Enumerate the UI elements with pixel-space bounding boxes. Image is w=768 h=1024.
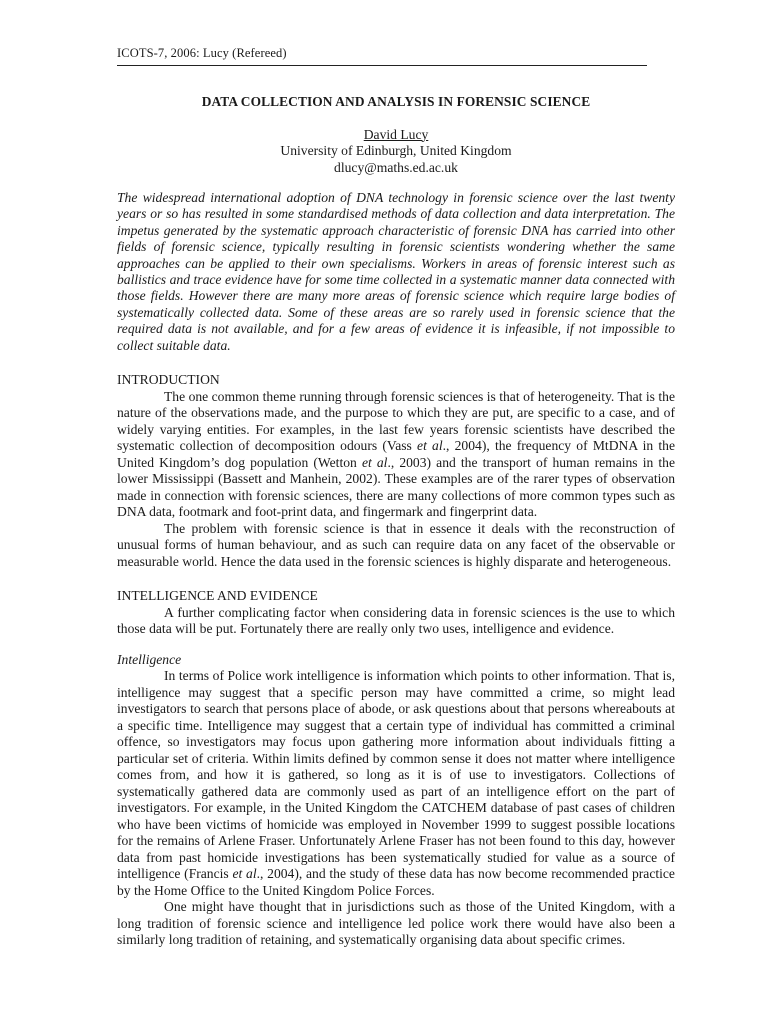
- intelligence-evidence-paragraph: A further complicating factor when considering data in forensic sciences is the use to which those data will be put. Fortunately there are really only two uses, intelligence and evidence.: [117, 604, 675, 637]
- abstract: The widespread international adoption of DNA technology in forensic science over the last twenty years or so has resulted in some standardised methods of data collection and data interpretation. The impetus generated by the systematic approach characteristic of forensic DNA has carried into other fields of forensic science, typically resulting in forensic scientists wondering whether the same approaches can be applied to their own specialisms. Workers in areas of forensic interest such as ballistics and trace evidence have for some time collected in a systematic manner data connected with those fields. However there are many more areas of forensic science which require large bodies of systematically collected data. Some of these areas are so rarely used in forensic science that the required data is not available, and for a few areas of evidence it is infeasible, if not impossible to collect suitable data.: [117, 190, 675, 353]
- author-block: [117, 127, 675, 177]
- author-affiliation: University of Edinburgh, United Kingdom: [280, 143, 512, 158]
- paper-title: DATA COLLECTION AND ANALYSIS IN FORENSIC SCIENCE: [201, 94, 591, 109]
- intro-paragraph-2: The problem with forensic science is that in essence it deals with the reconstruction of unusual forms of human behaviour, and as such can require data on any facet of the observable or measurable world. Hence the data used in the forensic sciences is highly disparate and heterogeneous.: [117, 520, 675, 569]
- header-rule: [117, 65, 647, 66]
- running-header: ICOTS-7, 2006: Lucy (Refereed): [117, 46, 287, 60]
- subsection-heading-intelligence: Intelligence: [117, 651, 182, 667]
- section-heading-introduction: INTRODUCTION: [117, 372, 220, 388]
- intelligence-paragraph-2: One might have thought that in jurisdictions such as those of the United Kingdom, with a long tradition of forensic science and intelligence led police work there would have also been a similarly long tradition of retaining, and systematically organising data about specific crimes.: [117, 899, 675, 948]
- author-email[interactable]: dlucy@maths.ed.ac.uk: [334, 159, 458, 175]
- section-heading-intelligence-evidence: INTELLIGENCE AND EVIDENCE: [117, 588, 318, 604]
- author-name[interactable]: David Lucy: [363, 126, 429, 142]
- intelligence-paragraph-1: In terms of Police work intelligence is information which points to other information. That is, intelligence may suggest that a specific person may have committed a crime, so might lead investigators to search that persons place of abode, or ask questions about that persons whereabouts at a specific time. Intelligence may suggest that a certain type of individual has committed a criminal offence, so investigators may focus upon gathering more information about individuals fitting a particular set of criteria. Within limits defined by common sense it does not matter where intelligence comes from, and how it is gathered, so long as it is of use to investigators. Collections of systematically gathered data are commonly used as part of an intelligence effort on the part of investigators. For example, in the United Kingdom the CATCHEM database of past cases of children who have been victims of homicide was employed in November 1999 to suggest possible locations for the remains of Arlene Fraser. Unfortunately Arlene Fraser has not been found to this day, however data from past homicide investigations has been systematically studied for value as a source of intelligence (Francis et al., 2004), and the study of these data has now become recommended practice by the Home Office to the United Kingdom Police Forces.: [117, 668, 675, 898]
- intro-paragraph-1: The one common theme running through forensic sciences is that of heterogeneity. That is the nature of the observations made, and the purpose to which they are put, are specific to a case, and of widely varying entities. For examples, in the last few years forensic scientists have described the systematic collection of decomposition odours (Vass et al., 2004), the frequency of MtDNA in the United Kingdom’s dog population (Wetton et al., 2003) and the transport of human remains in the lower Mississippi (Bassett and Manhein, 2002). These examples are of the rarer types of observation made in connection with forensic sciences, there are many collections of more common types such as DNA data, footmark and foot-print data, and fingermark and fingerprint data.: [117, 388, 675, 520]
- paper-body: [117, 94, 675, 949]
